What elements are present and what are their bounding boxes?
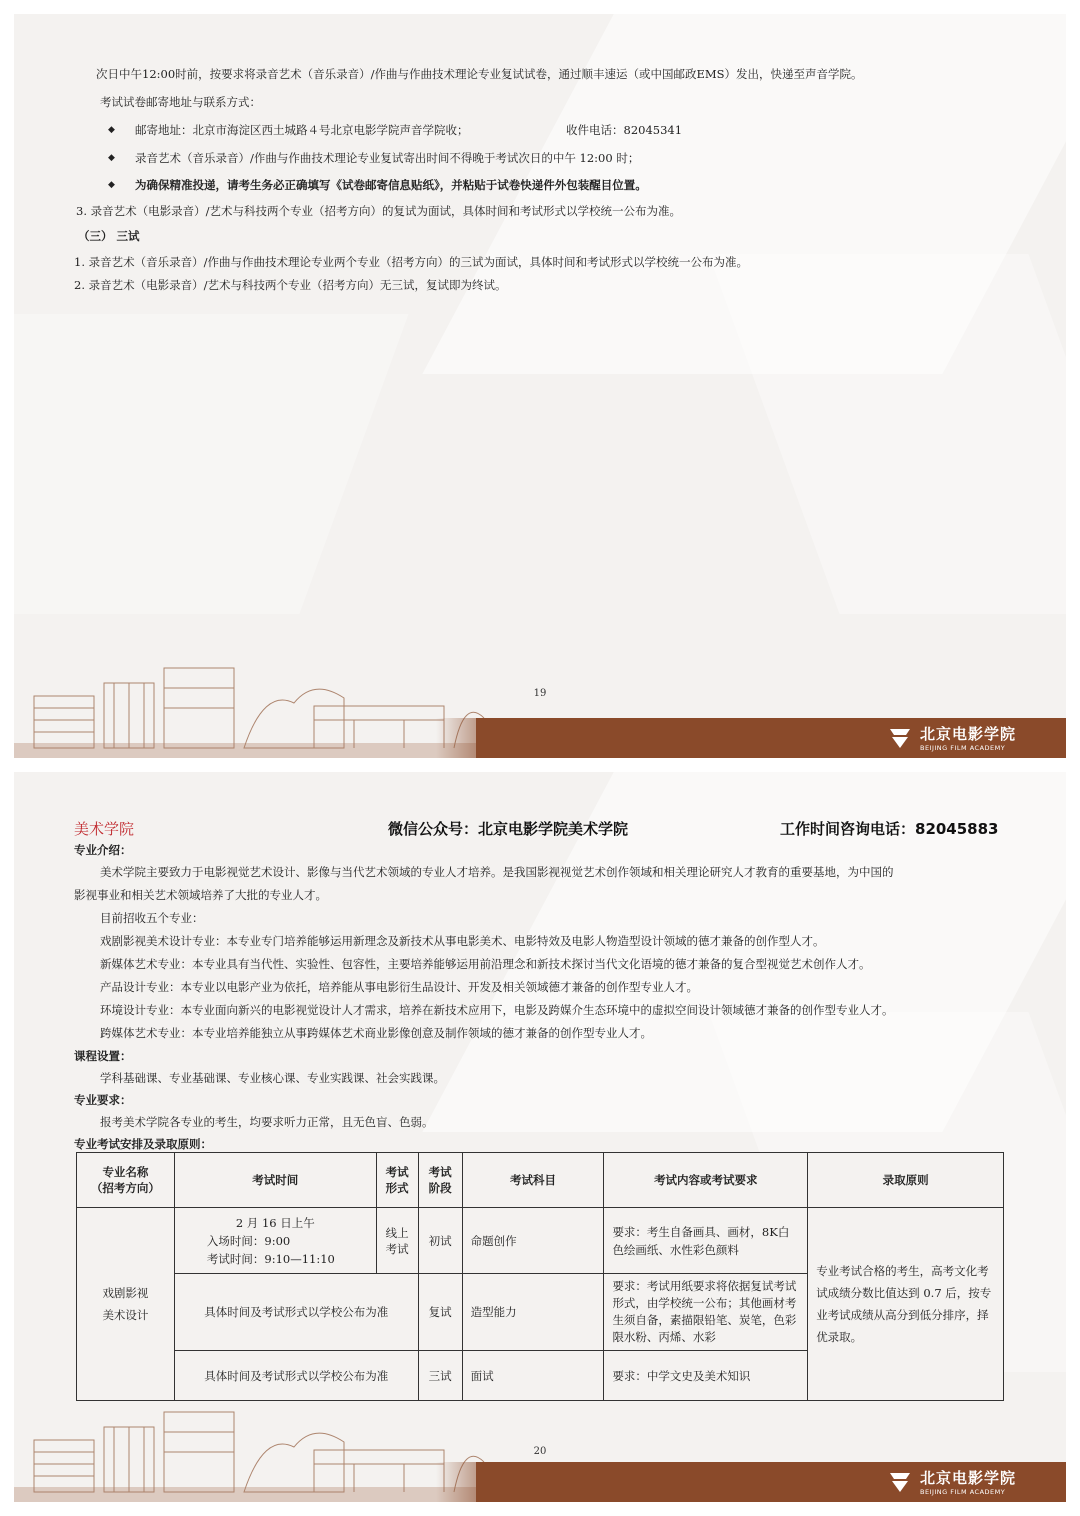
campus-sketch-illustration — [14, 1392, 494, 1502]
section-heading: （三） 三试 — [78, 229, 140, 243]
header-time: 考试时间 — [174, 1153, 376, 1208]
receiver-phone: 收件电话：82045341 — [566, 123, 683, 137]
film-academy-logo-icon — [888, 1471, 912, 1493]
stage-cell: 复试 — [418, 1274, 462, 1351]
subject-cell: 面试 — [462, 1351, 604, 1401]
logo-text-cn: 北京电影学院 — [919, 725, 1016, 743]
major-description: 戏剧影视美术设计专业：本专业专门培养能够运用新理念及新技术从事电影美术、电影特效及电影人物造型设计领域的德才兼备的创作型人才。 — [100, 934, 825, 948]
page-20 — [14, 772, 1066, 1502]
background-shape — [708, 254, 1066, 614]
background-shape — [14, 314, 409, 614]
campus-sketch-illustration — [14, 648, 494, 758]
stage-cell: 三试 — [418, 1351, 462, 1401]
logo-text-en: BEIJING FILM ACADEMY — [919, 744, 1006, 752]
requirement-text: 报考美术学院各专业的考生，均要求听力正常，且无色盲、色弱。 — [100, 1115, 434, 1129]
page-19 — [14, 14, 1066, 758]
intro-heading: 专业介绍： — [74, 843, 132, 857]
course-heading: 课程设置： — [74, 1049, 132, 1063]
table-row — [77, 1208, 1004, 1274]
intro-paragraph: 美术学院主要致力于电影视觉艺术设计、影像与当代艺术领域的专业人才培养。是我国影视视觉艺术创作领域和相关理论研究人才教育的重要基地，为中国的 — [100, 865, 894, 879]
logo-text-cn: 北京电影学院 — [919, 1469, 1016, 1487]
stage-cell: 初试 — [418, 1208, 462, 1274]
header-subject: 考试科目 — [462, 1153, 604, 1208]
majors-count: 目前招收五个专业： — [100, 911, 204, 925]
requirement-heading: 专业要求： — [74, 1093, 132, 1107]
page-number: 19 — [533, 688, 547, 699]
school-name: 美术学院 — [74, 820, 135, 838]
academy-logo — [888, 723, 1016, 752]
deadline-note: 录音艺术（音乐录音）/作曲与作曲技术理论专业复试寄出时间不得晚于考试次日的中午 12:00 时； — [135, 151, 640, 165]
page-number: 20 — [533, 1446, 547, 1457]
time-cell: 具体时间及考试形式以学校公布为准 — [174, 1351, 418, 1401]
footer — [14, 648, 1066, 758]
content-cell: 要求：中学文史及美术知识 — [604, 1351, 808, 1401]
subject-cell: 造型能力 — [462, 1274, 604, 1351]
bullet-icon: ◆ — [108, 180, 115, 190]
film-academy-logo-icon — [888, 727, 912, 749]
list-item: 1. 录音艺术（音乐录音）/作曲与作曲技术理论专业两个专业（招考方向）的三试为面试，具体时间和考试形式以学校统一公布为准。 — [74, 255, 748, 269]
table-heading: 专业考试安排及录取原则： — [74, 1137, 212, 1151]
header-content: 考试内容或考试要求 — [604, 1153, 808, 1208]
major-description: 产品设计专业：本专业以电影产业为依托，培养能从事电影衍生品设计、开发及相关领域德才兼备的创作型专业人才。 — [100, 980, 698, 994]
bullet-icon: ◆ — [108, 125, 115, 135]
admission-cell: 专业考试合格的考生，高考文化考试成绩分数比值达到 0.7 后，按专业考试成绩从高分到低分排序，择优录取。 — [808, 1208, 1004, 1401]
major-description: 新媒体艺术专业：本专业具有当代性、实验性、包容性，主要培养能够运用前沿理念和新技术探讨当代文化语境的德才兼备的复合型视觉艺术创作人才。 — [100, 957, 871, 971]
course-text: 学科基础课、专业基础课、专业核心课、专业实践课、社会实践课。 — [100, 1071, 445, 1085]
content-cell: 要求：考生自备画具、画材，8K白色绘画纸、水性彩色颜料 — [604, 1208, 808, 1274]
list-item: 3. 录音艺术（电影录音）/艺术与科技两个专业（招考方向）的复试为面试，具体时间和考试形式以学校统一公布为准。 — [76, 204, 681, 218]
table-header-row — [77, 1153, 1004, 1208]
bullet-icon: ◆ — [108, 153, 115, 163]
time-cell: 具体时间及考试形式以学校公布为准 — [174, 1274, 418, 1351]
time-cell: 2 月 16 日上午 入场时间：9:00 考试时间：9:10—11:10 — [174, 1208, 376, 1274]
sticker-note: 为确保精准投递，请考生务必正确填写《试卷邮寄信息贴纸》，并粘贴于试卷快递件外包装醒目位置。 — [135, 178, 647, 192]
content-cell: 要求：考试用纸要求将依据复试考试形式，由学校统一公布；其他画材考生须自备，素描限铅笔、炭笔，色彩限水粉、丙烯、水彩 — [604, 1274, 808, 1351]
major-cell: 戏剧影视 美术设计 — [77, 1208, 175, 1401]
footer — [14, 1392, 1066, 1502]
list-item: 2. 录音艺术（电影录音）/艺术与科技两个专业（招考方向）无三试，复试即为终试。 — [74, 278, 507, 292]
wechat-account: 微信公众号：北京电影学院美术学院 — [388, 820, 629, 838]
form-cell: 线上 考试 — [376, 1208, 418, 1274]
header-form: 考试 形式 — [376, 1153, 418, 1208]
header-admission: 录取原则 — [808, 1153, 1004, 1208]
paragraph-line: 次日中午12:00时前，按要求将录音艺术（音乐录音）/作曲与作曲技术理论专业复试试卷，通过顺丰速运（或中国邮政EMS）发出，快递至声音学院。 — [96, 67, 863, 81]
header-major: 专业名称 （招考方向） — [77, 1153, 175, 1208]
consult-phone: 工作时间咨询电话：82045883 — [780, 820, 999, 838]
mailing-info-label: 考试试卷邮寄地址与联系方式： — [100, 95, 261, 109]
header-stage: 考试 阶段 — [418, 1153, 462, 1208]
logo-text-en: BEIJING FILM ACADEMY — [919, 1488, 1006, 1496]
major-description: 环境设计专业：本专业面向新兴的电影视觉设计人才需求，培养在新技术应用下，电影及跨媒介生态环境中的虚拟空间设计领域德才兼备的创作型专业人才。 — [100, 1003, 894, 1017]
academy-logo — [888, 1467, 1016, 1496]
exam-schedule-table — [76, 1152, 1004, 1401]
intro-paragraph: 影视事业和相关艺术领域培养了大批的专业人才。 — [74, 888, 327, 902]
subject-cell: 命题创作 — [462, 1208, 604, 1274]
major-description: 跨媒体艺术专业：本专业培养能独立从事跨媒体艺术商业影像创意及制作领域的德才兼备的创作型专业人才。 — [100, 1026, 652, 1040]
mailing-address: 邮寄地址：北京市海淀区西土城路４号北京电影学院声音学院收； — [135, 123, 469, 137]
